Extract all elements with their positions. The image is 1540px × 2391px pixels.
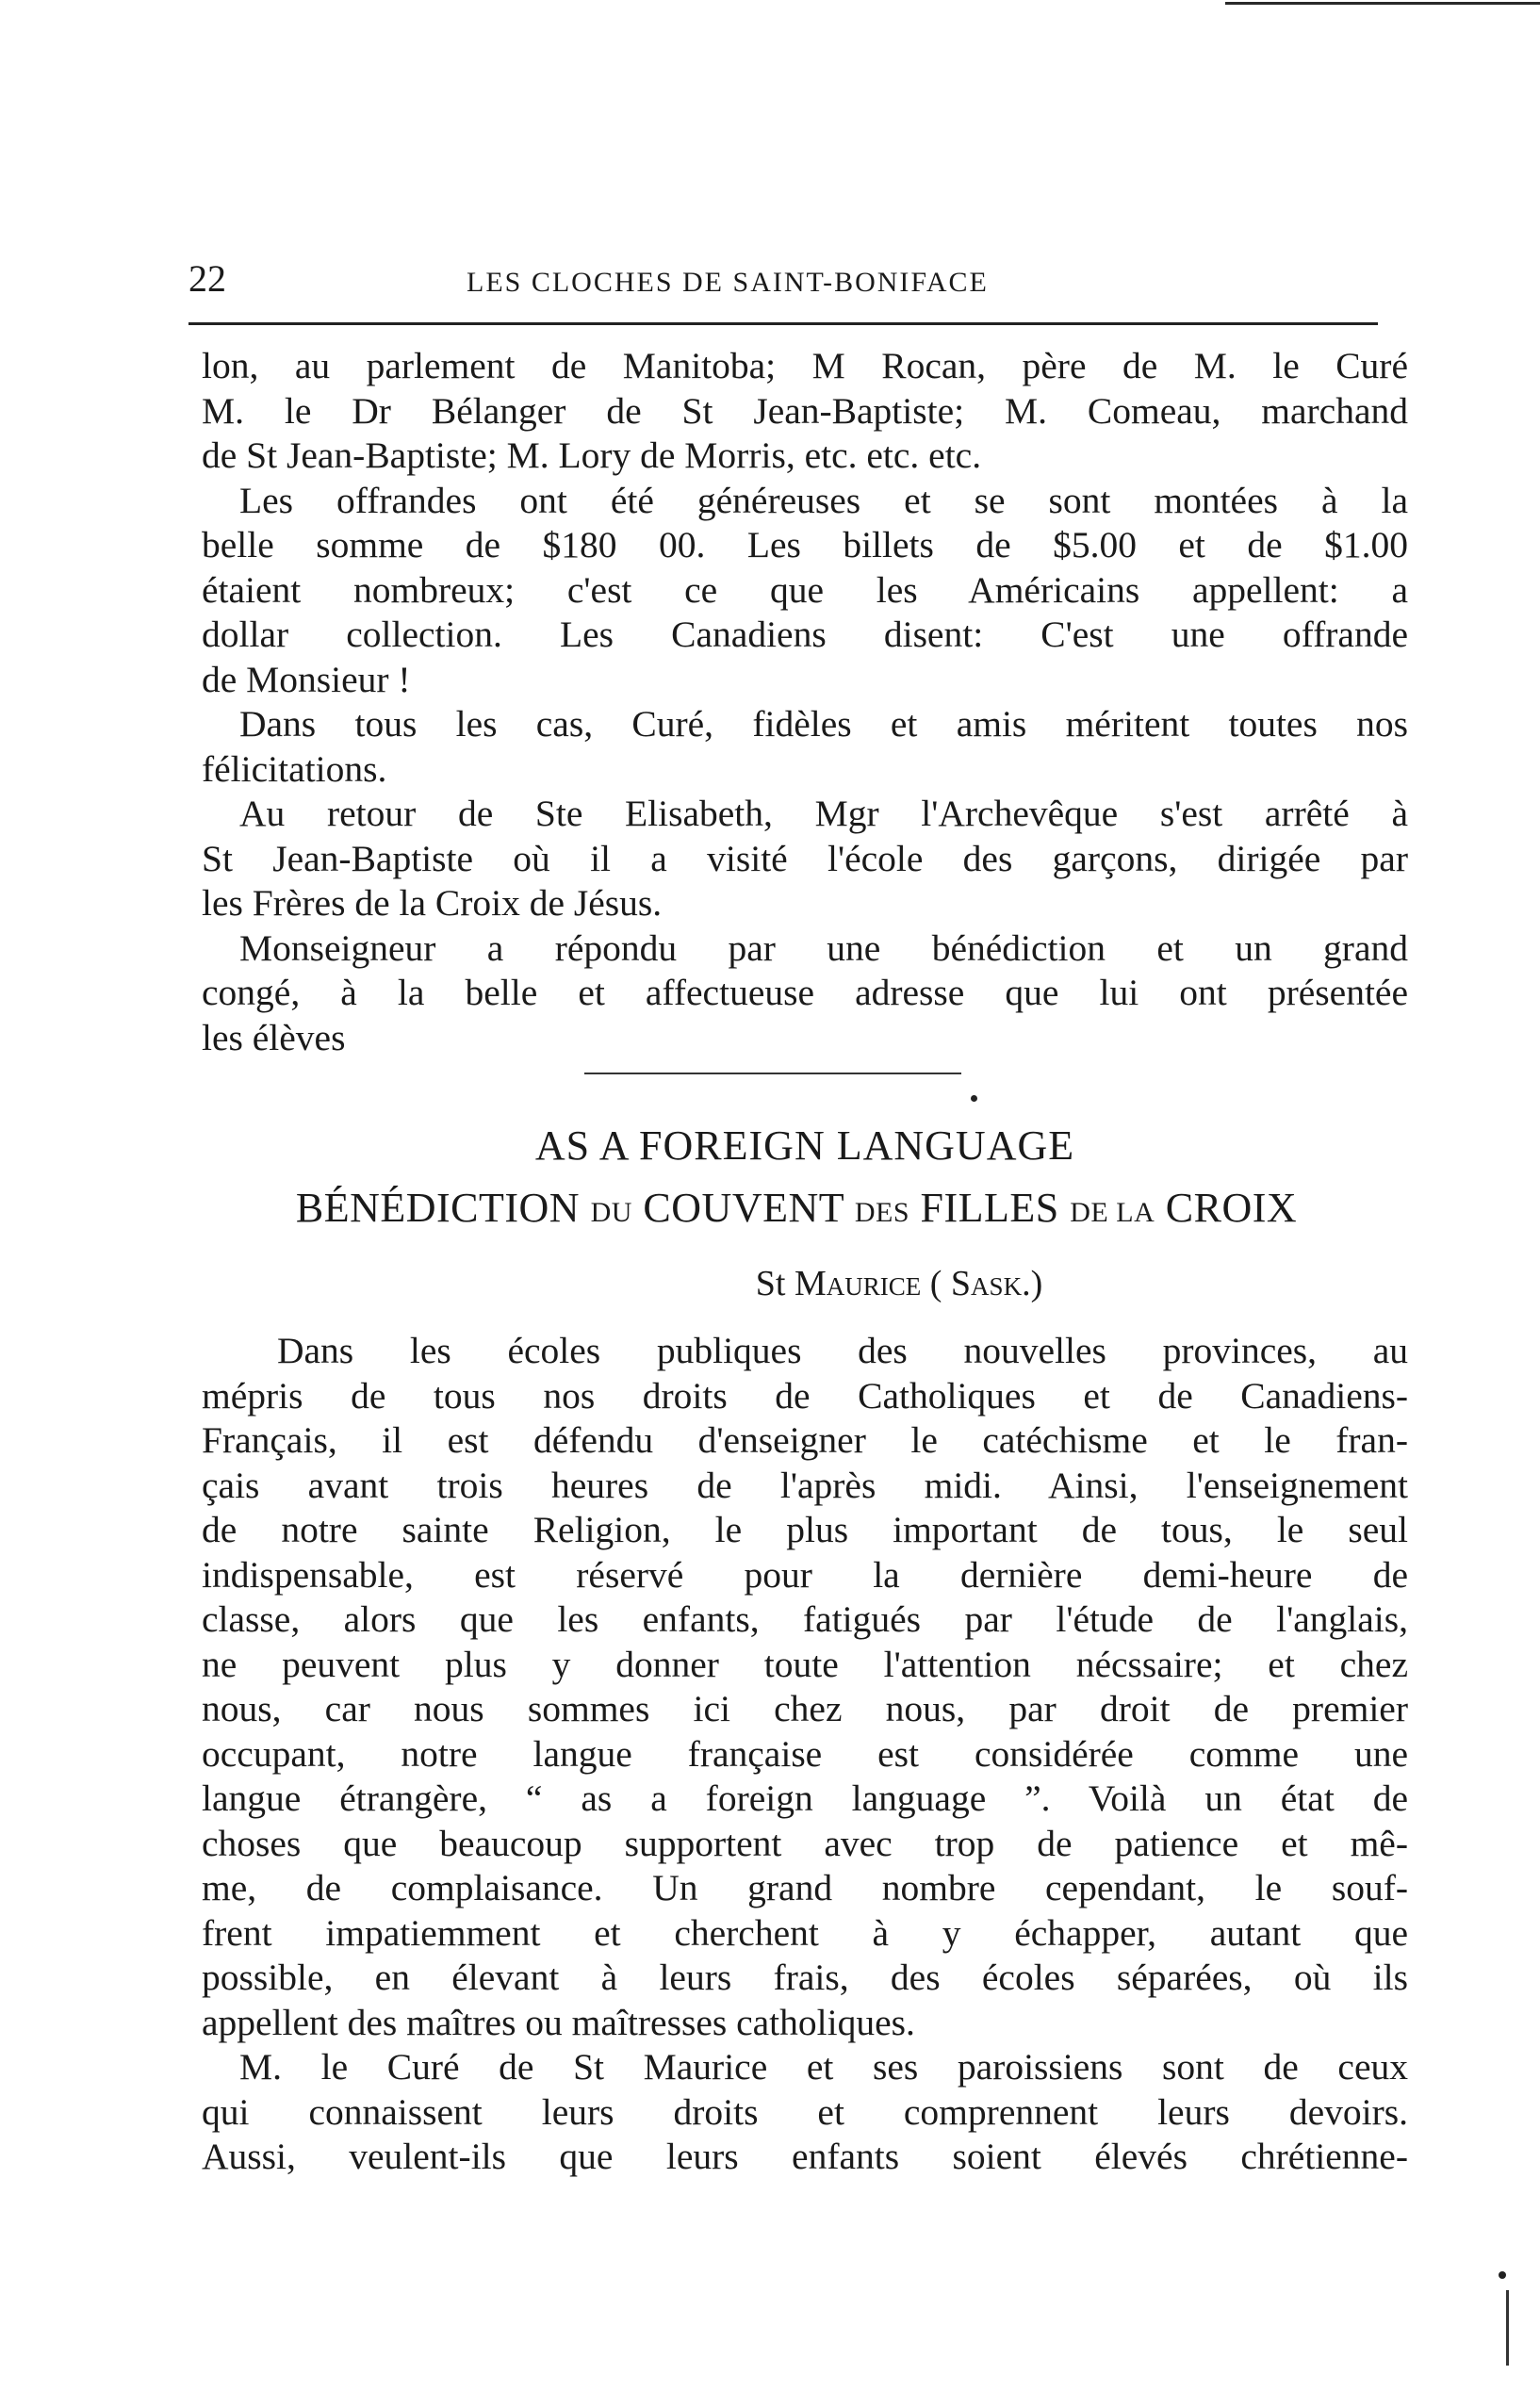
- section2-text: [202, 1329, 1408, 2180]
- text-line: lon, au parlement de Manitoba; M Rocan, père de M. le Curé: [202, 345, 1408, 386]
- page-number: 22: [188, 257, 226, 300]
- divider-dot: [971, 1095, 977, 1102]
- text-line: classe, alors que les enfants, fatigués par l'étude de l'anglais,: [202, 1598, 1408, 1640]
- text-line: Aussi, veulent-ils que leurs enfants soient élevés chrétienne-: [202, 2136, 1408, 2177]
- section-subheading: [202, 1184, 1391, 1232]
- text-line: choses que beaucoup supportent avec trop de patience et mê-: [202, 1822, 1408, 1864]
- location-word: ( Sask.): [929, 1264, 1043, 1303]
- text-line: M. le Dr Bélanger de St Jean-Baptiste; M. Comeau, marchand: [202, 389, 1408, 432]
- text-line: St Jean-Baptiste où il a visité l'école des garçons, dirigée par: [202, 837, 1408, 879]
- text-line: Monseigneur a répondu par une bénédiction et un grand: [239, 926, 1408, 969]
- text-line: indispensable, est réservé pour la dernière demi-heure de: [202, 1553, 1408, 1596]
- text-line: possible, en élevant à leurs frais, des écoles séparées, où ils: [202, 1957, 1408, 1998]
- location-word: Maurice: [794, 1264, 922, 1303]
- text-line: me, de complaisance. Un grand nombre cependant, le souf-: [202, 1867, 1408, 1908]
- text-line: Dans les écoles publiques des nouvelles provinces, au: [277, 1330, 1408, 1371]
- text-line: nous, car nous sommes ici chez nous, par droit de premier: [202, 1688, 1408, 1729]
- text-line: langue étrangère, “ as a foreign language ”. Voilà un état de: [202, 1777, 1408, 1819]
- section1-text: [202, 344, 1408, 1060]
- section-heading: AS A FOREIGN LANGUAGE: [534, 1122, 1075, 1169]
- subheading-word: DES: [854, 1197, 910, 1228]
- page-header: [188, 256, 1376, 303]
- text-line: frent impatiemment et cherchent à y échapper, autant que: [202, 1911, 1408, 1954]
- text-line: de notre sainte Religion, le plus important de tous, le seul: [202, 1509, 1408, 1550]
- text-line: les Frères de la Croix de Jésus.: [202, 882, 663, 924]
- running-head: LES CLOCHES DE SAINT-BONIFACE: [467, 267, 989, 298]
- section-divider: [584, 1073, 961, 1074]
- subheading-word: CROIX: [1165, 1185, 1298, 1231]
- text-line: çais avant trois heures de l'après midi. Ainsi, l'enseignement: [202, 1464, 1408, 1506]
- text-line: appellent des maîtres ou maîtresses catholiques.: [202, 2001, 915, 2043]
- text-line: M. le Curé de St Maurice et ses paroissiens sont de ceux: [239, 2046, 1408, 2088]
- location-word: St: [755, 1264, 786, 1303]
- text-line: belle somme de $180 00. Les billets de $5.00 et de $1.00: [202, 524, 1408, 565]
- subheading-word: DE LA: [1070, 1197, 1155, 1228]
- subheading-word: DU: [590, 1197, 632, 1228]
- text-line: les élèves: [202, 1016, 346, 1058]
- subheading-word: BÉNÉDICTION: [295, 1185, 581, 1231]
- location-heading: [202, 1263, 1408, 1304]
- text-line: de Monsieur !: [202, 658, 411, 700]
- top-edge-rule: [1225, 2, 1540, 5]
- text-line: mépris de tous nos droits de Catholiques et de Canadiens-: [202, 1374, 1408, 1417]
- text-line: étaient nombreux; c'est ce que les Américains appellent: a: [202, 568, 1408, 611]
- margin-mark: [1506, 2290, 1509, 2366]
- text-line: ne peuvent plus y donner toute l'attention nécssaire; et chez: [202, 1643, 1408, 1685]
- text-line: dollar collection. Les Canadiens disent: C'est une offrande: [202, 614, 1408, 655]
- text-line: de St Jean-Baptiste; M. Lory de Morris, etc. etc. etc.: [202, 434, 982, 476]
- text-line: Français, il est défendu d'enseigner le catéchisme et le fran-: [202, 1419, 1408, 1461]
- text-line: occupant, notre langue française est considérée comme une: [202, 1732, 1408, 1775]
- text-line: Au retour de Ste Elisabeth, Mgr l'Archevêque s'est arrêté à: [239, 793, 1408, 834]
- subheading-word: FILLES: [920, 1185, 1059, 1231]
- text-line: qui connaissent leurs droits et comprennent leurs devoirs.: [202, 2090, 1408, 2133]
- margin-speck: [1499, 2271, 1506, 2279]
- subheading-word: COUVENT: [643, 1185, 844, 1231]
- text-line: Les offrandes ont été généreuses et se sont montées à la: [239, 479, 1408, 521]
- text-line: congé, à la belle et affectueuse adresse que lui ont présentée: [202, 972, 1408, 1013]
- text-line: Dans tous les cas, Curé, fidèles et amis méritent toutes nos: [239, 703, 1408, 745]
- header-rule: [188, 322, 1378, 325]
- text-line: félicitations.: [202, 747, 387, 790]
